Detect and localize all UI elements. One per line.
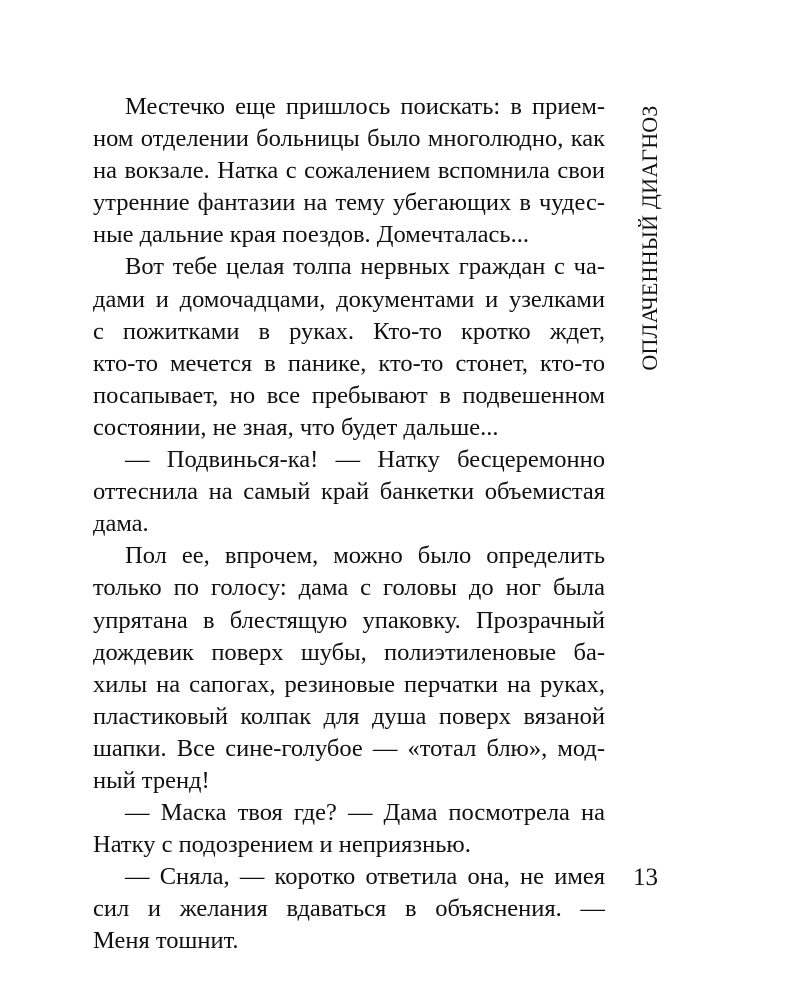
page-number: 13 <box>633 864 658 891</box>
text-line: с пожитками в руках. Кто-то кротко ждет, <box>93 317 605 345</box>
text-line: Вот тебе целая толпа нервных граждан с ча- <box>125 253 605 281</box>
text-line: — Сняла, — коротко ответила она, не имея <box>125 863 605 891</box>
text-line: пластиковый колпак для душа поверх вязаной <box>93 702 605 730</box>
text-line: ном отделении больницы было многолюдно, как <box>93 125 605 153</box>
text-line: кто-то мечется в панике, кто-то стонет, кто-то <box>93 349 605 377</box>
text-line: сил и желания вдаваться в объяснения. — <box>93 895 605 923</box>
body-text <box>93 91 605 958</box>
text-line: утренние фантазии на тему убегающих в чудес- <box>93 189 605 217</box>
text-line: дами и домочадцами, документами и узелками <box>93 285 605 313</box>
text-line: дождевик поверх шубы, полиэтиленовые ба- <box>93 638 605 666</box>
text-line: Натку с подозрением и неприязнью. <box>93 831 471 859</box>
running-head-text: ОПЛАЧЕННЫЙ ДИАГНОЗ <box>637 105 662 371</box>
text-line: оттеснила на самый край банкетки объемистая <box>93 478 605 506</box>
text-line: дама. <box>93 510 149 538</box>
text-line: Пол ее, впрочем, можно было определить <box>125 542 605 570</box>
text-line: упрятана в блестящую упаковку. Прозрачный <box>93 606 605 634</box>
text-line: ный тренд! <box>93 766 210 794</box>
text-line: посапывает, но все пребывают в подвешенном <box>93 381 605 409</box>
text-line: — Маска твоя где? — Дама посмотрела на <box>125 799 605 827</box>
text-line: только по голосу: дама с головы до ног была <box>93 574 605 602</box>
text-line: хилы на сапогах, резиновые перчатки на руках, <box>93 670 605 698</box>
text-line: Местечко еще пришлось поискать: в прием- <box>125 93 605 120</box>
text-line: шапки. Все сине-голубое — «тотал блю», мод- <box>93 734 605 762</box>
text-line: — Подвинься-ка! — Натку бесцеремонно <box>125 446 605 474</box>
text-line: на вокзале. Натка с сожалением вспомнила свои <box>93 157 605 185</box>
text-line: состоянии, не зная, что будет дальше... <box>93 413 499 441</box>
text-line: Меня тошнит. <box>93 927 239 955</box>
text-line: ные дальние края поездов. Домечталась... <box>93 221 529 249</box>
